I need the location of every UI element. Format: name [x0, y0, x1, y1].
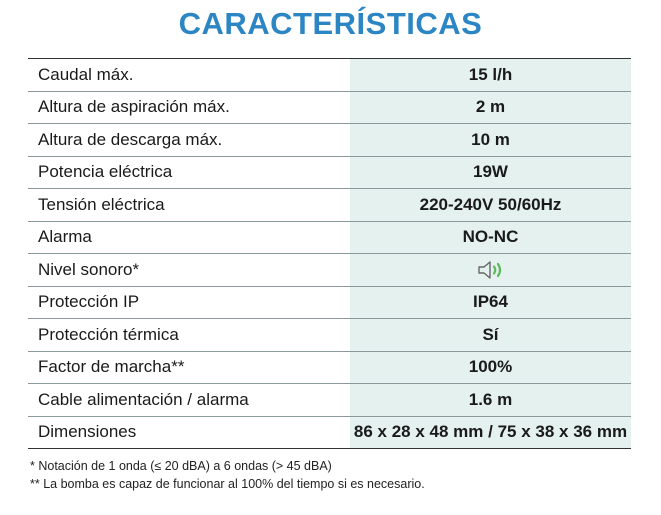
- table-row: [28, 124, 631, 157]
- table-row: [28, 91, 631, 124]
- spec-label: Caudal máx.: [28, 59, 350, 92]
- spec-label: Tensión eléctrica: [28, 189, 350, 222]
- table-row: [28, 384, 631, 417]
- spec-label: Cable alimentación / alarma: [28, 384, 350, 417]
- spec-value: 15 l/h: [350, 59, 631, 92]
- spec-value-icon-cell: [350, 254, 631, 287]
- spec-label: Potencia eléctrica: [28, 156, 350, 189]
- page-title: CARACTERÍSTICAS: [178, 6, 483, 41]
- spec-label: Alarma: [28, 221, 350, 254]
- table-row: [28, 319, 631, 352]
- specifications-table: [28, 58, 631, 449]
- spec-value: 1.6 m: [350, 384, 631, 417]
- table-row: [28, 286, 631, 319]
- spec-value: 100%: [350, 351, 631, 384]
- spec-label: Protección IP: [28, 286, 350, 319]
- spec-value: 220-240V 50/60Hz: [350, 189, 631, 222]
- table-row: [28, 189, 631, 222]
- spec-value: 19W: [350, 156, 631, 189]
- spec-value: 10 m: [350, 124, 631, 157]
- table-row: [28, 59, 631, 92]
- spec-label: Dimensiones: [28, 416, 350, 449]
- table-row: [28, 221, 631, 254]
- table-row: [28, 416, 631, 449]
- spec-value: Sí: [350, 319, 631, 352]
- spec-label: Altura de aspiración máx.: [28, 91, 350, 124]
- footnotes: [30, 457, 425, 493]
- table-row: [28, 351, 631, 384]
- spec-value: IP64: [350, 286, 631, 319]
- speaker-sound-level-icon: [476, 258, 506, 282]
- spec-value: 2 m: [350, 91, 631, 124]
- spec-label: Altura de descarga máx.: [28, 124, 350, 157]
- spec-label: Nivel sonoro*: [28, 254, 350, 287]
- spec-label: Factor de marcha**: [28, 351, 350, 384]
- spec-value: NO-NC: [350, 221, 631, 254]
- table-row: [28, 254, 631, 287]
- footnote-duty-cycle: ** La bomba es capaz de funcionar al 100% del tiempo si es necesario.: [30, 477, 425, 491]
- spec-label: Protección térmica: [28, 319, 350, 352]
- spec-value: 86 x 28 x 48 mm / 75 x 38 x 36 mm: [350, 416, 631, 449]
- footnote-sound-level: * Notación de 1 onda (≤ 20 dBA) a 6 ondas (> 45 dBA): [30, 459, 332, 473]
- table-row: [28, 156, 631, 189]
